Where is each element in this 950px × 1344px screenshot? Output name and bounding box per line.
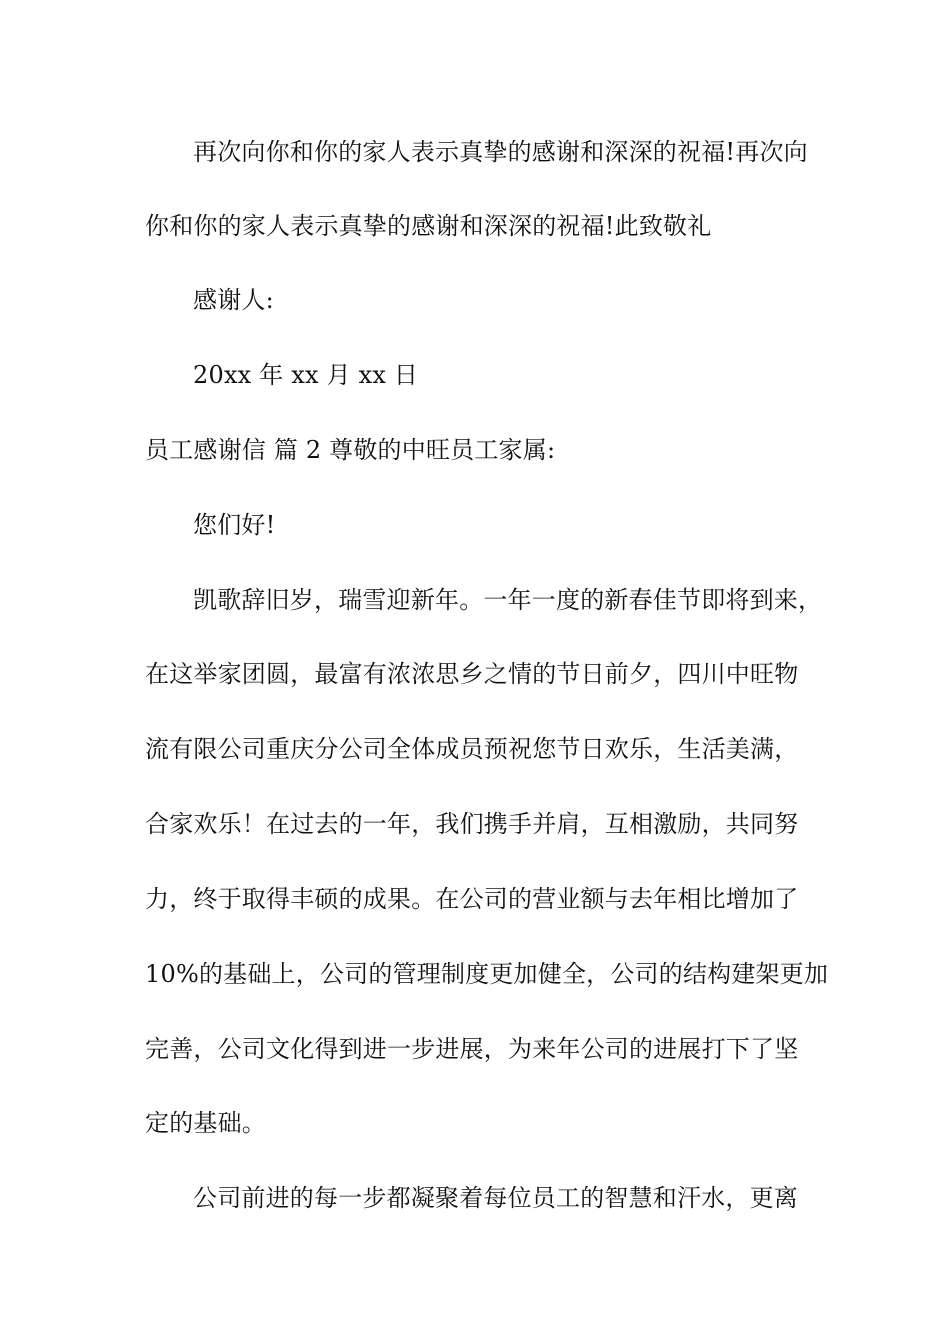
paragraph-line-1: 再次向你和你的家人表示真挚的感谢和深深的祝福!再次向 xyxy=(193,138,808,166)
paragraph-line-11: 公司前进的每一步都凝聚着每位员工的智慧和汗水，更离 xyxy=(193,1184,798,1212)
signature-label: 感谢人: xyxy=(193,286,274,314)
paragraph-line-10: 定的基础。 xyxy=(145,1109,266,1137)
section-heading: 员工感谢信 篇 2 尊敬的中旺员工家属: xyxy=(145,436,556,464)
paragraph-line-4: 在这举家团圆，最富有浓浓思乡之情的节日前夕，四川中旺物 xyxy=(145,660,799,688)
greeting: 您们好! xyxy=(193,511,276,539)
paragraph-line-2: 你和你的家人表示真挚的感谢和深深的祝福!此致敬礼 xyxy=(145,212,712,240)
paragraph-line-3: 凯歌辞旧岁，瑞雪迎新年。一年一度的新春佳节即将到来， xyxy=(193,586,823,614)
paragraph-line-5: 流有限公司重庆分公司全体成员预祝您节日欢乐，生活美满， xyxy=(145,735,799,763)
paragraph-line-9: 完善，公司文化得到进一步进展，为来年公司的进展打下了坚 xyxy=(145,1035,799,1063)
paragraph-line-7: 力，终于取得丰硕的成果。在公司的营业额与去年相比增加了 xyxy=(145,885,799,913)
paragraph-line-8: 10%的基础上，公司的管理制度更加健全，公司的结构建架更加 xyxy=(145,960,829,988)
paragraph-line-6: 合家欢乐！在过去的一年，我们携手并肩，互相激励，共同努 xyxy=(145,810,799,838)
date-line: 20xx 年 xx 月 xx 日 xyxy=(193,361,419,389)
